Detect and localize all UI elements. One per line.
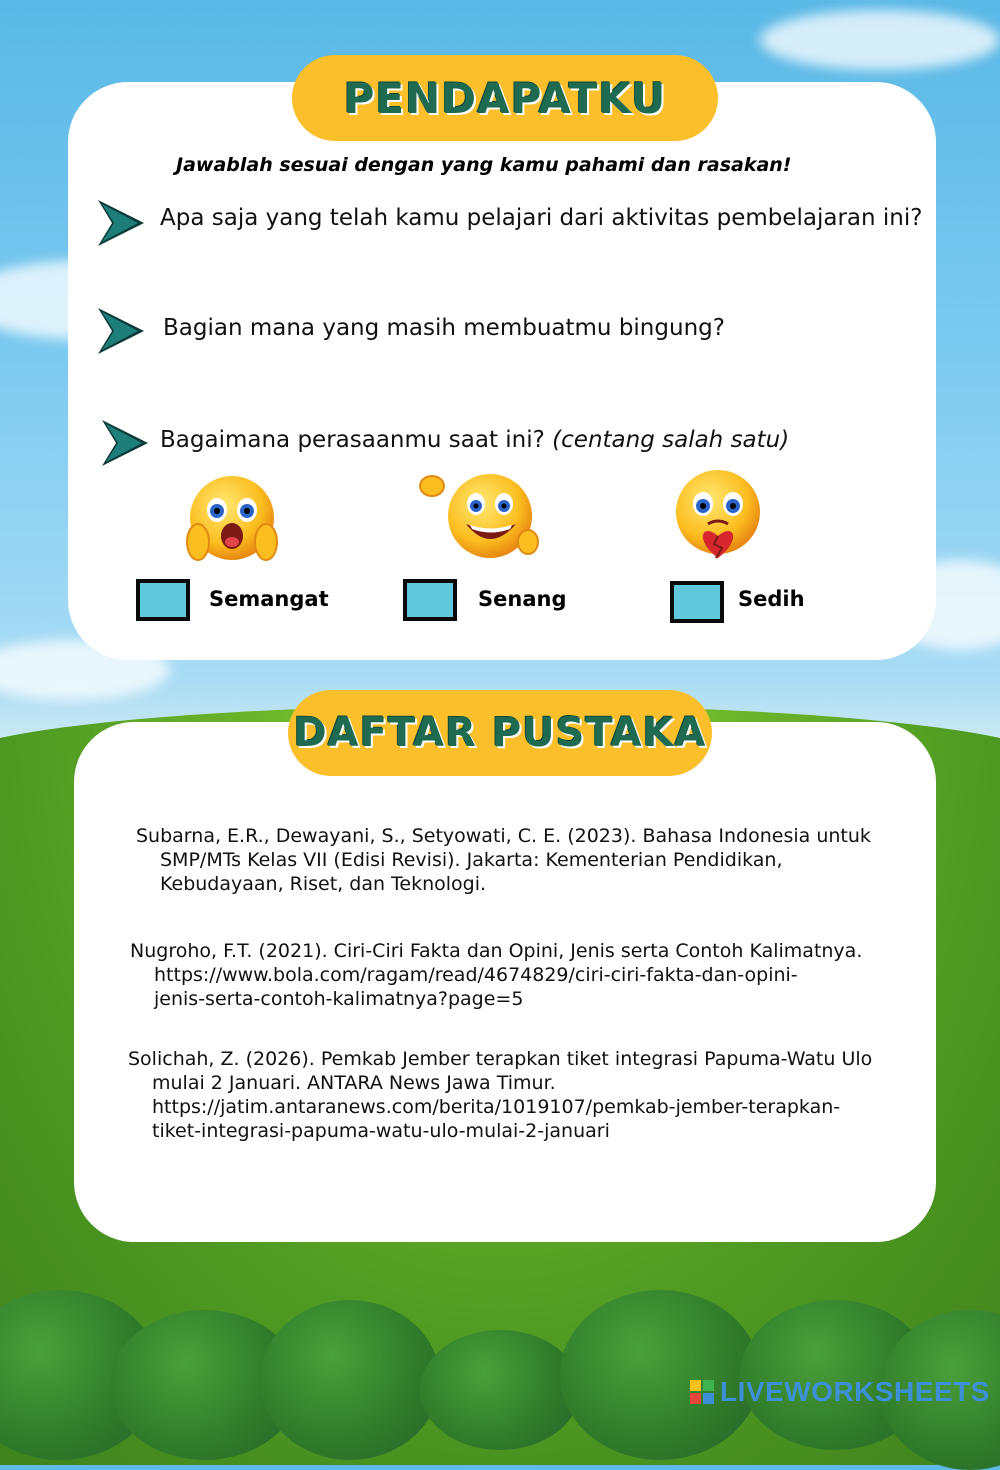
liveworksheets-logo[interactable] [690,1376,990,1408]
reference-line: Nugroho, F.T. (2021). Ciri-Ciri Fakta dan Opini, Jenis serta Contoh Kalimatnya. [130,940,863,962]
pendapat-title: PENDAPATKU [292,55,718,141]
daftar-title: DAFTAR PUSTAKA [288,690,712,776]
label-sedih: Sedih [738,587,805,611]
bush [260,1300,440,1460]
excited-emoji-icon [184,474,280,566]
reference-link[interactable]: https://www.bola.com/ragam/read/4674829/ciri-ciri-fakta-dan-opini- [154,964,798,986]
reference-line: Subarna, E.R., Dewayani, S., Setyowati, C. E. (2023). Bahasa Indonesia untuk [136,825,871,847]
reference-link[interactable]: https://jatim.antaranews.com/berita/1019107/pemkab-jember-terapkan- [152,1096,841,1118]
question-3-text: Bagaimana perasaanmu saat ini? [160,427,545,453]
checkbox-semangat[interactable] [136,579,190,621]
happy-emoji-icon [418,472,542,562]
question-3-note: (centang salah satu) [552,427,790,453]
checkbox-senang[interactable] [403,579,457,621]
question-2: Bagian mana yang masih membuatmu bingung? [163,315,725,341]
reference-3 [128,1047,872,1143]
arrow-right-icon [96,306,146,356]
reference-line: SMP/MTs Kelas VII (Edisi Revisi). Jakarta: Kementerian Pendidikan, [160,849,783,871]
sad-emoji-icon [672,470,764,560]
bush [420,1330,580,1450]
label-senang: Senang [478,587,567,611]
reference-2 [130,939,862,1011]
reference-link[interactable]: jenis-serta-contoh-kalimatnya?page=5 [154,988,524,1010]
checkbox-sedih[interactable] [670,581,724,623]
bush [560,1290,760,1460]
brand-name: LIVEWORKSHEETS [720,1376,990,1407]
liveworksheets-icon [690,1380,714,1404]
instruction-text: Jawablah sesuai dengan yang kamu pahami dan rasakan! [176,154,792,176]
reference-line: Solichah, Z. (2026). Pemkab Jember terapkan tiket integrasi Papuma-Watu Ulo [128,1048,873,1070]
reference-line: Kebudayaan, Riset, dan Teknologi. [160,873,487,895]
reference-1 [136,824,871,896]
question-1: Apa saja yang telah kamu pelajari dari aktivitas pembelajaran ini? [160,205,923,231]
label-semangat: Semangat [209,587,329,611]
arrow-right-icon [100,418,150,468]
question-3 [160,427,789,453]
arrow-right-icon [96,198,146,248]
reference-link[interactable]: tiket-integrasi-papuma-watu-ulo-mulai-2-januari [152,1120,610,1142]
cloud [760,10,1000,70]
reference-line: mulai 2 Januari. ANTARA News Jawa Timur. [152,1072,556,1094]
